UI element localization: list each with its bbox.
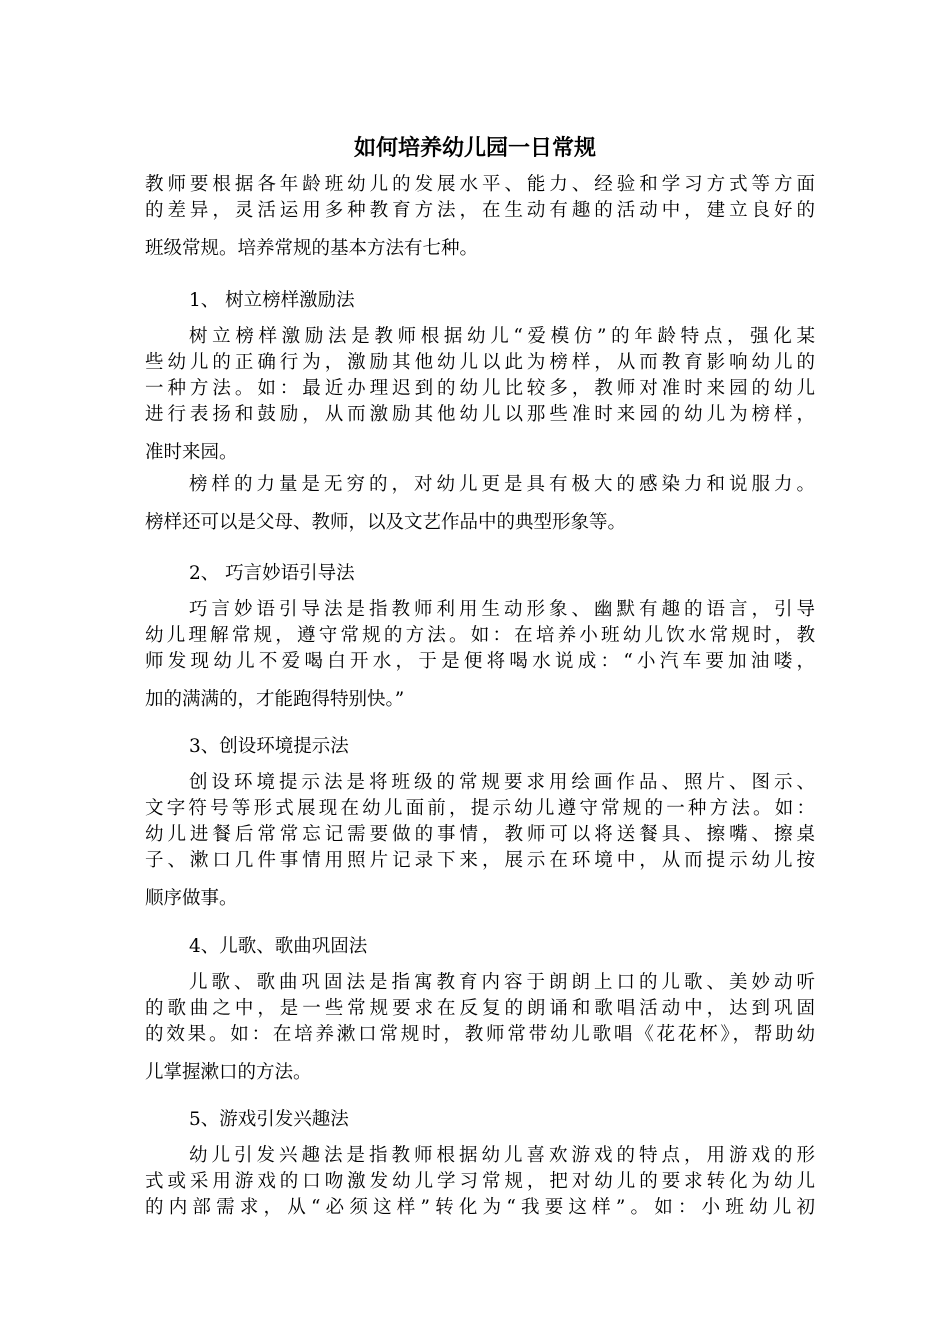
paragraph-line: 子、漱口几件事情用照片记录下来，展示在环境中，从而提示幼儿按 [145, 850, 815, 871]
paragraph-line: 幼儿进餐后常常忘记需要做的事情，教师可以将送餐具、擦嘴、擦桌 [145, 824, 815, 845]
intro-line: 班级常规。培养常规的基本方法有七种。 [145, 238, 479, 259]
paragraph-line: 顺序做事。 [145, 888, 238, 909]
paragraph-line: 树立榜样激励法是教师根据幼儿“爱模仿”的年龄特点，强化某 [189, 326, 815, 347]
section-1-paragraph-1 [145, 324, 815, 466]
paragraph-line: 的内部需求，从“必须这样”转化为“我要这样”。如：小班幼儿初 [145, 1197, 815, 1218]
section-4-paragraph-1 [145, 970, 815, 1086]
paragraph-line: 儿歌、歌曲巩固法是指寓教育内容于朗朗上口的儿歌、美妙动听 [189, 972, 815, 993]
section-2-paragraph-1 [145, 597, 815, 713]
paragraph-line: 儿掌握漱口的方法。 [145, 1062, 312, 1083]
section-heading-4: 4、儿歌、歌曲巩固法 [189, 936, 368, 957]
section-heading-3: 3、创设环境提示法 [189, 736, 349, 757]
paragraph-line: 榜样的力量是无穷的，对幼儿更是具有极大的感染力和说服力。 [189, 474, 815, 495]
paragraph-line: 进行表扬和鼓励，从而激励其他幼儿以那些准时来园的幼儿为榜样， [145, 404, 815, 425]
section-heading-5: 5、游戏引发兴趣法 [189, 1109, 349, 1130]
paragraph-line: 巧言妙语引导法是指教师利用生动形象、幽默有趣的语言，引导 [189, 599, 815, 620]
paragraph-line: 式或采用游戏的口吻激发幼儿学习常规，把对幼儿的要求转化为幼儿 [145, 1171, 815, 1192]
section-heading-1: 1、 树立榜样激励法 [189, 290, 355, 311]
paragraph-line: 榜样还可以是父母、教师，以及文艺作品中的典型形象等。 [145, 512, 627, 533]
section-1-paragraph-2 [145, 472, 815, 536]
section-3-paragraph-1 [145, 770, 815, 912]
paragraph-line: 幼儿理解常规，遵守常规的方法。如：在培养小班幼儿饮水常规时，教 [145, 625, 815, 646]
paragraph-line: 一种方法。如：最近办理迟到的幼儿比较多，教师对准时来园的幼儿 [145, 378, 815, 399]
paragraph-line: 幼儿引发兴趣法是指教师根据幼儿喜欢游戏的特点，用游戏的形 [189, 1145, 815, 1166]
intro-line: 的差异，灵活运用多种教育方法，在生动有趣的活动中，建立良好的 [145, 200, 815, 221]
section-heading-2: 2、 巧言妙语引导法 [189, 563, 355, 584]
paragraph-line: 准时来园。 [145, 442, 238, 463]
intro-line: 教师要根据各年龄班幼儿的发展水平、能力、经验和学习方式等方面 [145, 174, 815, 195]
paragraph-line: 些幼儿的正确行为，激励其他幼儿以此为榜样，从而教育影响幼儿的 [145, 352, 815, 373]
paragraph-line: 的歌曲之中，是一些常规要求在反复的朗诵和歌唱活动中，达到巩固 [145, 998, 815, 1019]
paragraph-line: 创设环境提示法是将班级的常规要求用绘画作品、照片、图示、 [189, 772, 815, 793]
paragraph-line: 文字符号等形式展现在幼儿面前，提示幼儿遵守常规的一种方法。如： [145, 798, 815, 819]
document-title: 如何培养幼儿园一日常规 [353, 136, 596, 161]
intro-paragraph [145, 172, 815, 262]
paragraph-line: 的效果。如：在培养漱口常规时，教师常带幼儿歌唱《花花杯》，帮助幼 [145, 1024, 815, 1045]
section-5-paragraph-1 [145, 1143, 815, 1221]
paragraph-line: 师发现幼儿不爱喝白开水，于是便将喝水说成：“小汽车要加油喽， [145, 651, 815, 672]
paragraph-line: 加的满满的，才能跑得特别快。” [145, 689, 405, 710]
